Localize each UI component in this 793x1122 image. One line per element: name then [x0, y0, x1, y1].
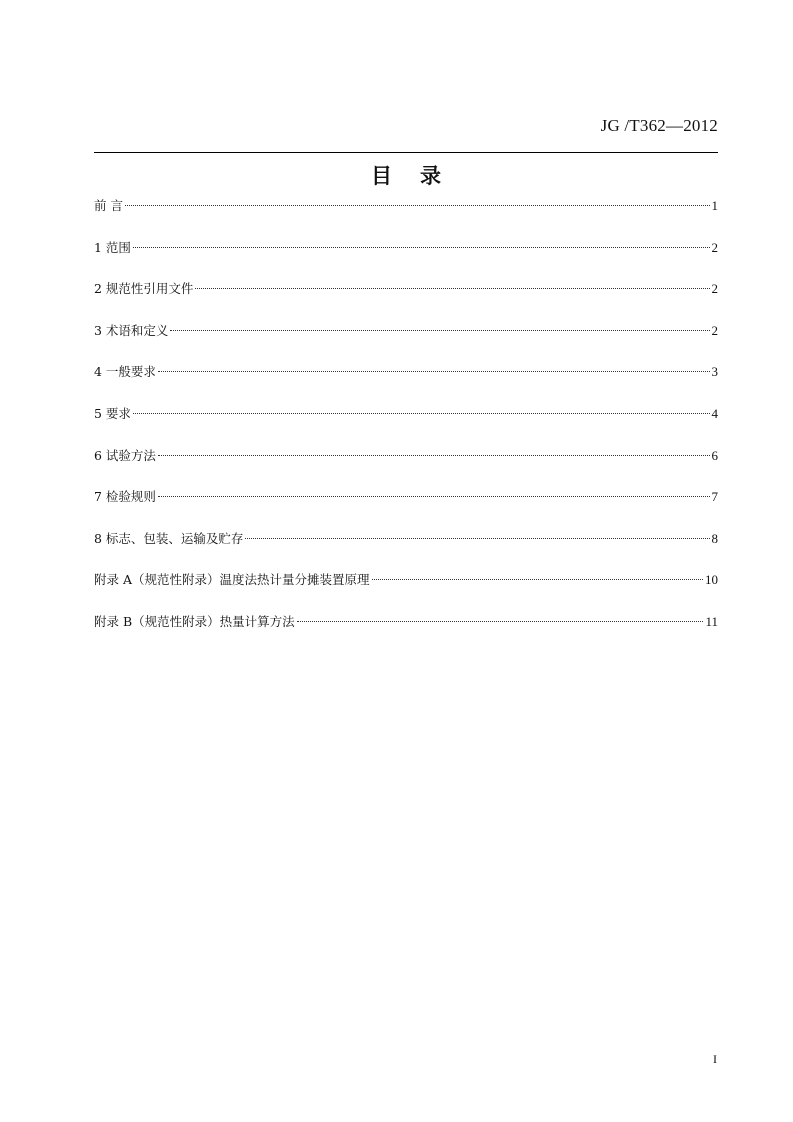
toc-entry-label: 附录 A（规范性附录）温度法热计量分摊装置原理 [94, 572, 370, 588]
toc-entry-normative-references[interactable] [94, 277, 718, 319]
toc-entry-label: 2 规范性引用文件 [94, 281, 194, 297]
toc-entry-inspection-rules[interactable] [94, 485, 718, 527]
toc-entry-test-methods[interactable] [94, 444, 718, 486]
toc-entry-page: 11 [705, 613, 718, 629]
toc-entry-foreword[interactable] [94, 194, 718, 236]
toc-entry-label: 1 范围 [94, 239, 131, 255]
toc-entry-page: 2 [711, 281, 718, 297]
toc-entry-page: 7 [711, 489, 718, 505]
dot-leader [158, 455, 710, 456]
header-rule [94, 152, 718, 153]
dot-leader [133, 247, 710, 248]
dot-leader [372, 579, 703, 580]
standard-code: JG /T362—2012 [600, 116, 718, 135]
toc-entry-page: 10 [705, 572, 718, 588]
dot-leader [170, 330, 709, 331]
toc-entry-page: 6 [711, 447, 718, 463]
toc-entry-annex-b[interactable] [94, 610, 718, 652]
toc-entry-marking-packaging[interactable] [94, 527, 718, 569]
toc-entry-page: 8 [711, 530, 718, 546]
toc-entry-requirements[interactable] [94, 402, 718, 444]
toc-entry-annex-a[interactable] [94, 568, 718, 610]
toc-entry-label: 7 检验规则 [94, 489, 156, 505]
dot-leader [245, 538, 709, 539]
dot-leader [297, 621, 704, 622]
dot-leader [125, 205, 710, 206]
toc-title: 目录 [371, 164, 469, 188]
toc-entry-label: 3 术语和定义 [94, 322, 169, 338]
toc-entry-page: 3 [711, 364, 718, 380]
toc-entry-page: 1 [711, 198, 718, 213]
toc-entry-label: 前 言 [94, 198, 123, 213]
dot-leader [133, 413, 710, 414]
toc-entry-scope[interactable] [94, 236, 718, 278]
dot-leader [195, 288, 709, 289]
toc-entry-label: 6 试验方法 [94, 447, 156, 463]
dot-leader [158, 371, 710, 372]
toc-entry-label: 4 一般要求 [94, 364, 156, 380]
toc-entry-page: 2 [711, 322, 718, 338]
page-number: I [713, 1052, 717, 1066]
toc-entry-label: 附录 B（规范性附录）热量计算方法 [94, 613, 295, 629]
toc-entry-page: 2 [711, 239, 718, 255]
toc-entry-terms-definitions[interactable] [94, 319, 718, 361]
toc-entry-label: 5 要求 [94, 405, 131, 421]
toc-entry-label: 8 标志、包装、运输及贮存 [94, 530, 244, 546]
dot-leader [158, 496, 710, 497]
toc-entry-page: 4 [711, 405, 718, 421]
toc-entry-general-requirements[interactable] [94, 360, 718, 402]
table-of-contents [94, 194, 718, 652]
